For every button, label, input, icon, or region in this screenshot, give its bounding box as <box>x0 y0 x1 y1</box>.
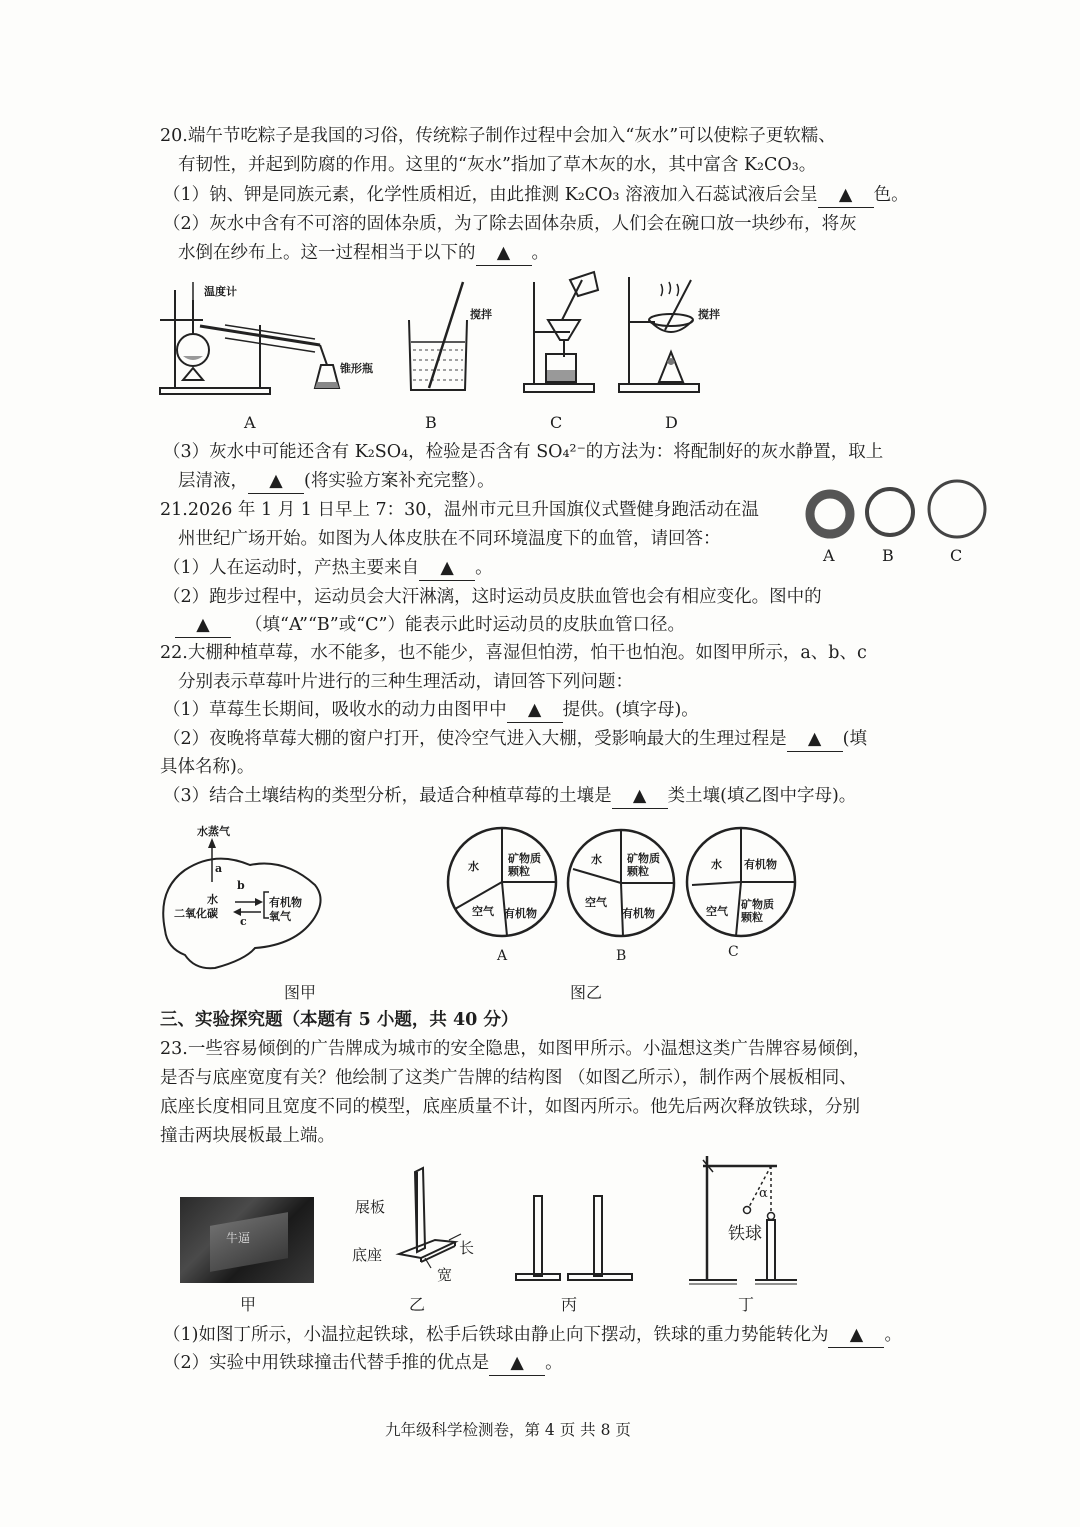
process-a-label: a <box>215 862 223 875</box>
q22-part3-end: 类土壤(填乙图中字母)。 <box>667 786 857 806</box>
oxygen-label: 氧气 <box>269 910 291 923</box>
evaporation-figure <box>615 272 705 397</box>
q20-line2: 有韧性，并起到防腐的作用。这里的“灰水”指加了草木灰的水，其中富含 K₂CO₃。 <box>178 155 817 175</box>
fig-label-a: A <box>244 413 256 432</box>
distillation-apparatus-figure <box>155 270 385 400</box>
q23-line2: 是否与底座宽度有关？他绘制了这类广告牌的结构图 （如图乙所示），制作两个展板相同、 <box>160 1068 857 1088</box>
soil-b-air: 空气 <box>585 896 607 909</box>
thermometer-label: 温度计 <box>204 285 237 298</box>
q20-part2-text: 水倒在纱布上。这一过程相当于以下的 <box>178 243 476 263</box>
q21-line2: 州世纪广场开始。如图为人体皮肤在不同环境温度下的血管，请回答： <box>178 529 721 549</box>
q20-part2-line2 <box>178 241 549 266</box>
flask-label: 锥形瓶 <box>340 362 373 375</box>
q20-part2-line1: （2）灰水中含有不可溶的固体杂质，为了除去固体杂质，人们会在碗口放一块纱布，将灰 <box>163 214 857 234</box>
fig-label-b: B <box>425 413 437 432</box>
q21-part1 <box>163 556 493 581</box>
soil-a-water: 水 <box>468 860 479 873</box>
soil-a-air: 空气 <box>472 905 494 918</box>
filtration-figure <box>520 272 600 397</box>
stir-label-d: 搅拌 <box>698 308 720 321</box>
q20-part3-line1: （3）灰水中可能还含有 K₂SO₄，检验是否含有 SO₄²⁻的方法为：将配制好的灰水静置，取上 <box>163 442 884 462</box>
vapor-label: 水蒸气 <box>197 825 230 838</box>
soil-label-b: B <box>616 948 627 964</box>
q23-part1 <box>163 1323 902 1348</box>
length-label: 长 <box>459 1239 475 1257</box>
soil-a-organic: 有机物 <box>504 907 537 920</box>
q21-part2-line1: （2）跑步过程中，运动员会大汗淋漓，这时运动员皮肤血管也会有相应变化。图中的 <box>163 587 822 607</box>
soil-b-organic: 有机物 <box>622 907 655 920</box>
q21-part2-line2 <box>175 613 685 638</box>
vessel-label-a: A <box>823 546 835 565</box>
answer-blank[interactable]: ▲ <box>175 613 231 638</box>
q22-part3-text: （3）结合土壤结构的类型分析，最适合种植草莓的土壤是 <box>163 786 612 806</box>
q20-part2-end: 。 <box>531 243 549 263</box>
q21-part2-text: （填“A”“B”或“C”）能表示此时运动员的皮肤血管口径。 <box>245 615 685 635</box>
answer-blank[interactable]: ▲ <box>507 698 563 723</box>
q21-part1-text: （1）人在运动时，产热主要来自 <box>163 558 420 578</box>
q22-part2-line1 <box>163 727 867 752</box>
q21-part1-end: 。 <box>475 558 493 578</box>
caption-bing-23: 丙 <box>561 1295 578 1314</box>
q20-part3-line2 <box>178 469 495 494</box>
soil-a-mineral: 矿物质颗粒 <box>508 852 541 878</box>
q23-part1-text: （1)如图丁所示，小温拉起铁球，松手后铁球由静止向下摆动，铁球的重力势能转化为 <box>163 1325 829 1345</box>
caption-jia-23: 甲 <box>240 1295 257 1314</box>
soil-label-a: A <box>497 948 508 964</box>
soil-pie-b <box>565 827 677 939</box>
q23-part2-text: （2）实验中用铁球撞击代替手推的优点是 <box>163 1353 490 1373</box>
q22-part1-end: 提供。(填字母)。 <box>562 700 699 720</box>
answer-blank[interactable]: ▲ <box>612 784 668 809</box>
q22-part1 <box>163 698 699 723</box>
stir-label-b: 搅拌 <box>470 308 492 321</box>
vessel-label-c: C <box>950 546 963 565</box>
q23-line1: 23.一些容易倾倒的广告牌成为城市的安全隐患，如图甲所示。小温想这类广告牌容易倾倒， <box>160 1039 871 1059</box>
soil-label-c: C <box>728 944 739 960</box>
soil-b-mineral: 矿物质颗粒 <box>627 852 660 878</box>
q23-part2 <box>163 1351 563 1376</box>
leaf-figure <box>155 820 335 975</box>
q20-line1: 20.端午节吃粽子是我国的习俗，传统粽子制作过程中会加入“灰水”可以使粽子更软糯、 <box>160 126 836 146</box>
q23-line3: 底座长度相同且宽度不同的模型，底座质量不计，如图丙所示。他先后两次释放铁球，分别 <box>160 1097 860 1117</box>
organic-label: 有机物 <box>269 896 302 909</box>
soil-c-mineral: 矿物质颗粒 <box>741 898 774 924</box>
q21-line1: 21.2026 年 1 月 1 日早上 7：30，温州市元旦升国旗仪式暨健身跑活动在温 <box>160 500 759 520</box>
co2-label: 二氧化碳 <box>174 907 218 920</box>
q22-part2-text: （2）夜晚将草莓大棚的窗户打开，使冷空气进入大棚，受影响最大的生理过程是 <box>163 729 787 749</box>
section-heading: 三、实验探究题（本题有 5 小题，共 40 分） <box>160 1010 519 1030</box>
caption-yi-23: 乙 <box>409 1295 426 1314</box>
soil-c-air: 空气 <box>706 905 728 918</box>
q22-part2-end: (填 <box>842 729 867 749</box>
q20-part3-text: 层清液， <box>178 471 248 491</box>
soil-c-water: 水 <box>711 858 722 871</box>
ball-label: 铁球 <box>728 1224 762 1244</box>
blood-vessel-figure <box>800 478 1000 548</box>
q20-part1 <box>163 183 909 208</box>
answer-blank[interactable]: ▲ <box>787 727 843 752</box>
process-c-label: c <box>240 915 247 928</box>
billboard-photo <box>180 1197 314 1283</box>
q22-line2: 分别表示草莓叶片进行的三种生理活动，请回答下列问题： <box>178 672 633 692</box>
caption-jia: 图甲 <box>284 983 317 1002</box>
soil-b-water: 水 <box>591 853 602 866</box>
q22-part1-text: （1）草莓生长期间，吸收水的动力由图甲中 <box>163 700 507 720</box>
q22-line1: 22.大棚种植草莓，水不能多，也不能少，喜湿但怕涝，怕干也怕泡。如图甲所示，a、b、c <box>160 643 867 663</box>
answer-blank[interactable]: ▲ <box>248 469 304 494</box>
alpha-label: α <box>759 1186 768 1201</box>
process-b-label: b <box>237 879 245 892</box>
q20-part3-end: (将实验方案补充完整）。 <box>304 471 495 491</box>
answer-blank[interactable]: ▲ <box>818 183 874 208</box>
stirring-beaker-figure <box>405 280 475 395</box>
q20-part1-end: 色。 <box>873 185 909 205</box>
page-footer: 九年级科学检测卷，第 4 页 共 8 页 <box>385 1421 631 1439</box>
base-label: 底座 <box>352 1246 383 1264</box>
answer-blank[interactable]: ▲ <box>828 1323 884 1348</box>
q22-part3 <box>163 784 856 809</box>
fig-label-d: D <box>665 413 678 432</box>
answer-blank[interactable]: ▲ <box>489 1351 545 1376</box>
fig-label-c: C <box>550 413 563 432</box>
soil-c-organic: 有机物 <box>744 858 777 871</box>
billboard-photo-text: 牛逼 <box>226 1231 251 1245</box>
q20-part1-text: （1）钠、钾是同族元素，化学性质相近，由此推测 K₂CO₃ 溶液加入石蕊试液后会呈 <box>163 185 818 205</box>
q23-line4: 撞击两块展板最上端。 <box>160 1126 335 1146</box>
water-label: 水 <box>207 893 218 906</box>
q23-part1-end: 。 <box>884 1325 902 1345</box>
width-label: 宽 <box>437 1266 453 1284</box>
answer-blank[interactable]: ▲ <box>476 241 532 266</box>
soil-pie-a <box>445 825 560 940</box>
answer-blank[interactable]: ▲ <box>419 556 475 581</box>
q23-part2-end: 。 <box>545 1353 563 1373</box>
vessel-label-b: B <box>882 546 894 565</box>
caption-yi: 图乙 <box>570 983 603 1002</box>
board-label: 展板 <box>355 1198 386 1216</box>
caption-ding-23: 丁 <box>738 1295 755 1314</box>
two-models-figure <box>512 1194 636 1284</box>
q22-part2-line2: 具体名称)。 <box>160 757 255 777</box>
